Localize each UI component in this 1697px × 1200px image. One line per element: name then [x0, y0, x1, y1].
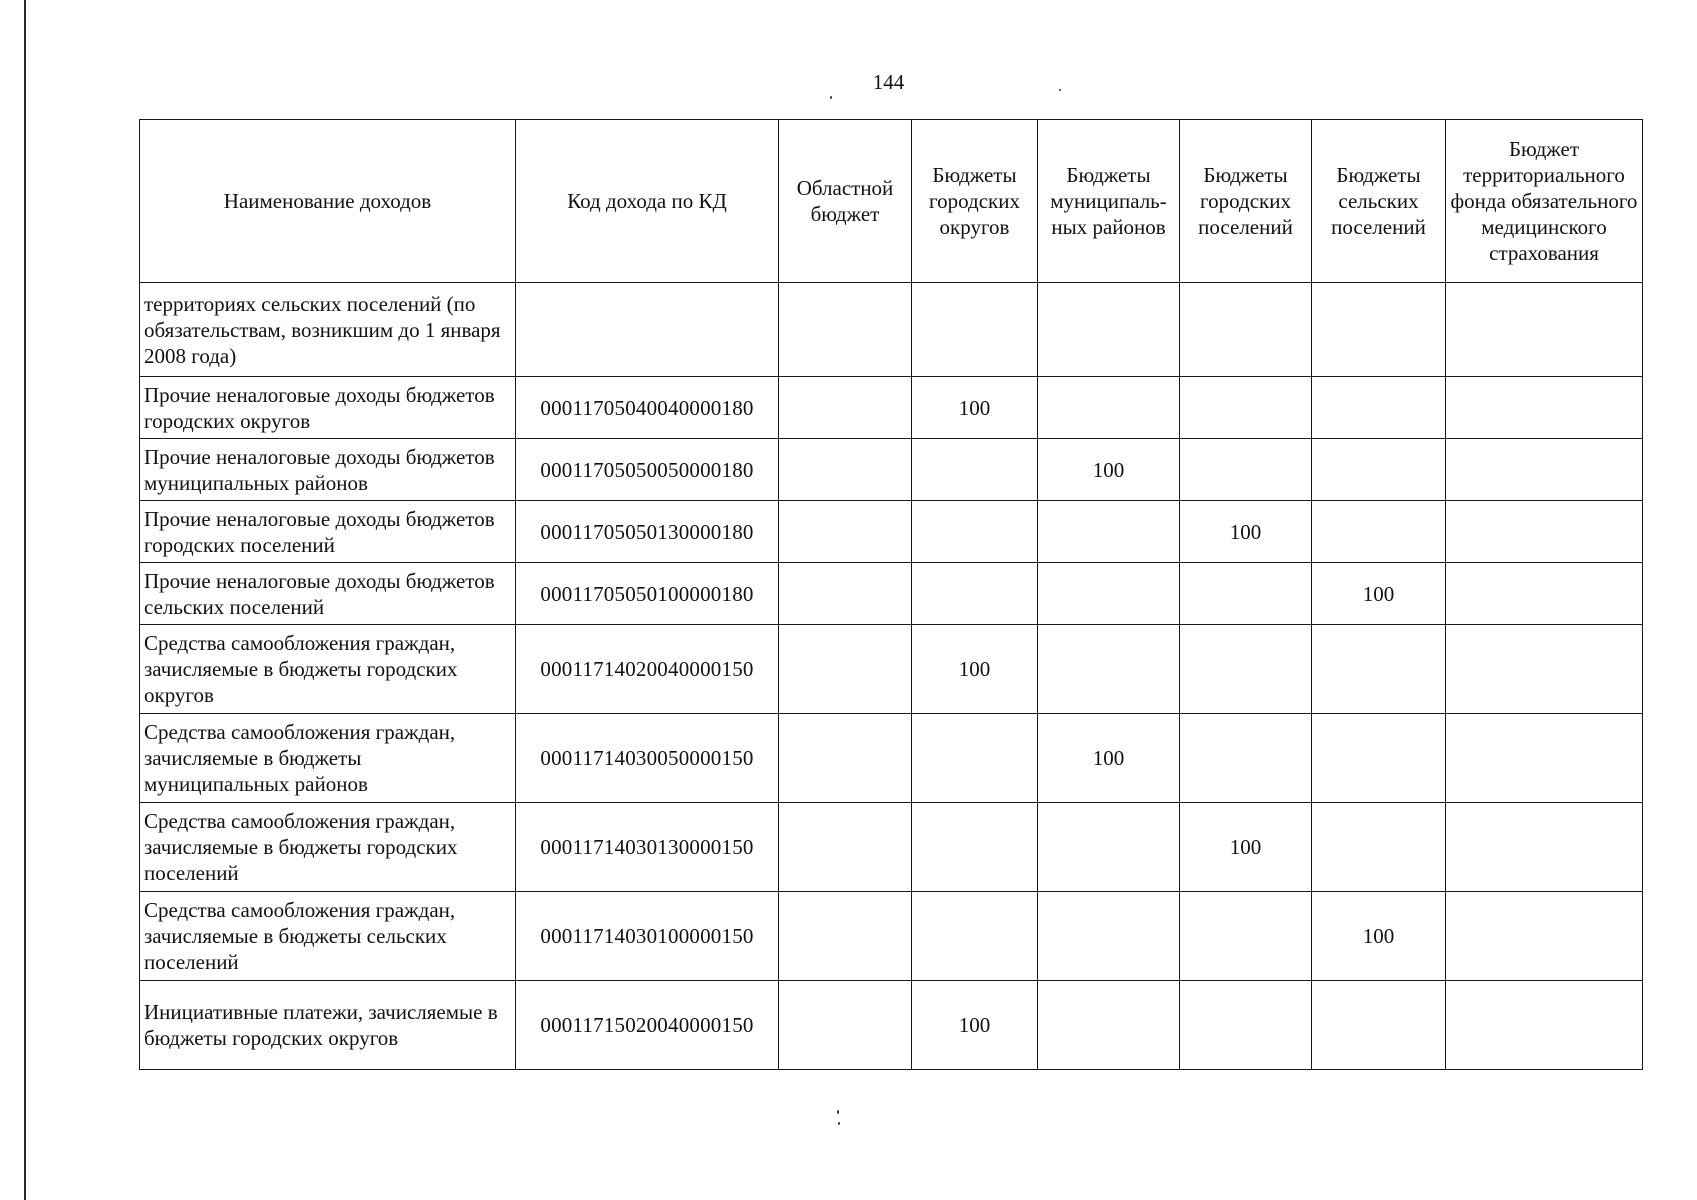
urban-settlements-cell [1180, 283, 1312, 377]
municipal-districts-cell [1038, 563, 1180, 625]
city-districts-cell [912, 892, 1038, 981]
page-number: 144 [872, 70, 905, 94]
city-districts-cell [912, 803, 1038, 892]
scan-speck [838, 1122, 840, 1125]
rural-settlements-cell: 100 [1312, 563, 1446, 625]
column-header-oblast-budget: Областной бюджет [779, 120, 912, 283]
tfoms-budget-cell [1446, 501, 1643, 563]
tfoms-budget-cell [1446, 283, 1643, 377]
column-header-tfoms-budget: Бюджет территориального фонда обязательного медицинского страхования [1446, 120, 1643, 283]
revenue-name-cell: Прочие неналоговые доходы бюджетов сельских поселений [140, 563, 516, 625]
rural-settlements-cell [1312, 501, 1446, 563]
municipal-districts-cell [1038, 625, 1180, 714]
revenue-name-cell: Средства самообложения граждан, зачисляемые в бюджеты муниципальных районов [140, 714, 516, 803]
tfoms-budget-cell [1446, 892, 1643, 981]
revenue-name-cell: Средства самообложения граждан, зачисляемые в бюджеты городских поселений [140, 803, 516, 892]
tfoms-budget-cell [1446, 439, 1643, 501]
rural-settlements-cell [1312, 714, 1446, 803]
rural-settlements-cell [1312, 981, 1446, 1070]
city-districts-cell [912, 283, 1038, 377]
revenue-name-cell: Средства самообложения граждан, зачисляемые в бюджеты городских округов [140, 625, 516, 714]
city-districts-cell [912, 439, 1038, 501]
rural-settlements-cell [1312, 377, 1446, 439]
revenue-code-cell: 00011705050050000180 [516, 439, 779, 501]
urban-settlements-cell [1180, 892, 1312, 981]
oblast-budget-cell [779, 439, 912, 501]
municipal-districts-cell: 100 [1038, 439, 1180, 501]
revenue-distribution-table [139, 119, 1643, 1070]
column-header-revenue-code: Код дохода по КД [516, 120, 779, 283]
tfoms-budget-cell [1446, 625, 1643, 714]
urban-settlements-cell [1180, 377, 1312, 439]
revenue-name-cell: Прочие неналоговые доходы бюджетов городских округов [140, 377, 516, 439]
tfoms-budget-cell [1446, 803, 1643, 892]
table-row [140, 803, 1643, 892]
tfoms-budget-cell [1446, 377, 1643, 439]
table-row [140, 283, 1643, 377]
table-row [140, 892, 1643, 981]
revenue-name-cell: Прочие неналоговые доходы бюджетов городских поселений [140, 501, 516, 563]
oblast-budget-cell [779, 283, 912, 377]
municipal-districts-cell [1038, 892, 1180, 981]
oblast-budget-cell [779, 714, 912, 803]
tfoms-budget-cell [1446, 563, 1643, 625]
revenue-code-cell: 00011714030130000150 [516, 803, 779, 892]
table-row [140, 714, 1643, 803]
urban-settlements-cell [1180, 981, 1312, 1070]
table-row [140, 439, 1643, 501]
city-districts-cell [912, 714, 1038, 803]
urban-settlements-cell [1180, 563, 1312, 625]
scan-speck [830, 96, 832, 99]
oblast-budget-cell [779, 981, 912, 1070]
revenue-name-cell: Прочие неналоговые доходы бюджетов муниципальных районов [140, 439, 516, 501]
revenue-code-cell: 00011705050100000180 [516, 563, 779, 625]
city-districts-cell: 100 [912, 377, 1038, 439]
table-row [140, 377, 1643, 439]
city-districts-cell: 100 [912, 625, 1038, 714]
table-row [140, 625, 1643, 714]
urban-settlements-cell: 100 [1180, 501, 1312, 563]
revenue-code-cell [516, 283, 779, 377]
rural-settlements-cell [1312, 803, 1446, 892]
city-districts-cell [912, 501, 1038, 563]
revenue-name-cell: территориях сельских поселений (по обязательствам, возникшим до 1 января 2008 года) [140, 283, 516, 377]
table-row [140, 563, 1643, 625]
municipal-districts-cell [1038, 803, 1180, 892]
column-header-municipal-districts: Бюджеты муниципаль-ных районов [1038, 120, 1180, 283]
revenue-code-cell: 00011705050130000180 [516, 501, 779, 563]
municipal-districts-cell: 100 [1038, 714, 1180, 803]
municipal-districts-cell [1038, 283, 1180, 377]
oblast-budget-cell [779, 892, 912, 981]
revenue-code-cell: 00011714020040000150 [516, 625, 779, 714]
oblast-budget-cell [779, 563, 912, 625]
rural-settlements-cell [1312, 283, 1446, 377]
scan-edge-line [24, 0, 26, 1200]
table-row [140, 501, 1643, 563]
scan-speck [837, 1110, 839, 1114]
tfoms-budget-cell [1446, 714, 1643, 803]
revenue-name-cell: Инициативные платежи, зачисляемые в бюджеты городских округов [140, 981, 516, 1070]
urban-settlements-cell [1180, 625, 1312, 714]
oblast-budget-cell [779, 625, 912, 714]
revenue-code-cell: 00011714030050000150 [516, 714, 779, 803]
tfoms-budget-cell [1446, 981, 1643, 1070]
revenue-code-cell: 00011715020040000150 [516, 981, 779, 1070]
column-header-revenue-name: Наименование доходов [140, 120, 516, 283]
table-row [140, 981, 1643, 1070]
municipal-districts-cell [1038, 981, 1180, 1070]
urban-settlements-cell: 100 [1180, 803, 1312, 892]
municipal-districts-cell [1038, 377, 1180, 439]
oblast-budget-cell [779, 803, 912, 892]
city-districts-cell [912, 563, 1038, 625]
urban-settlements-cell [1180, 714, 1312, 803]
rural-settlements-cell [1312, 439, 1446, 501]
table-header-row [140, 120, 1643, 283]
revenue-name-cell: Средства самообложения граждан, зачисляемые в бюджеты сельских поселений [140, 892, 516, 981]
oblast-budget-cell [779, 501, 912, 563]
revenue-code-cell: 00011705040040000180 [516, 377, 779, 439]
oblast-budget-cell [779, 377, 912, 439]
revenue-code-cell: 00011714030100000150 [516, 892, 779, 981]
rural-settlements-cell: 100 [1312, 892, 1446, 981]
city-districts-cell: 100 [912, 981, 1038, 1070]
municipal-districts-cell [1038, 501, 1180, 563]
rural-settlements-cell [1312, 625, 1446, 714]
column-header-urban-settlements: Бюджеты городских поселений [1180, 120, 1312, 283]
column-header-rural-settlements: Бюджеты сельских поселений [1312, 120, 1446, 283]
urban-settlements-cell [1180, 439, 1312, 501]
column-header-city-districts: Бюджеты городских округов [912, 120, 1038, 283]
